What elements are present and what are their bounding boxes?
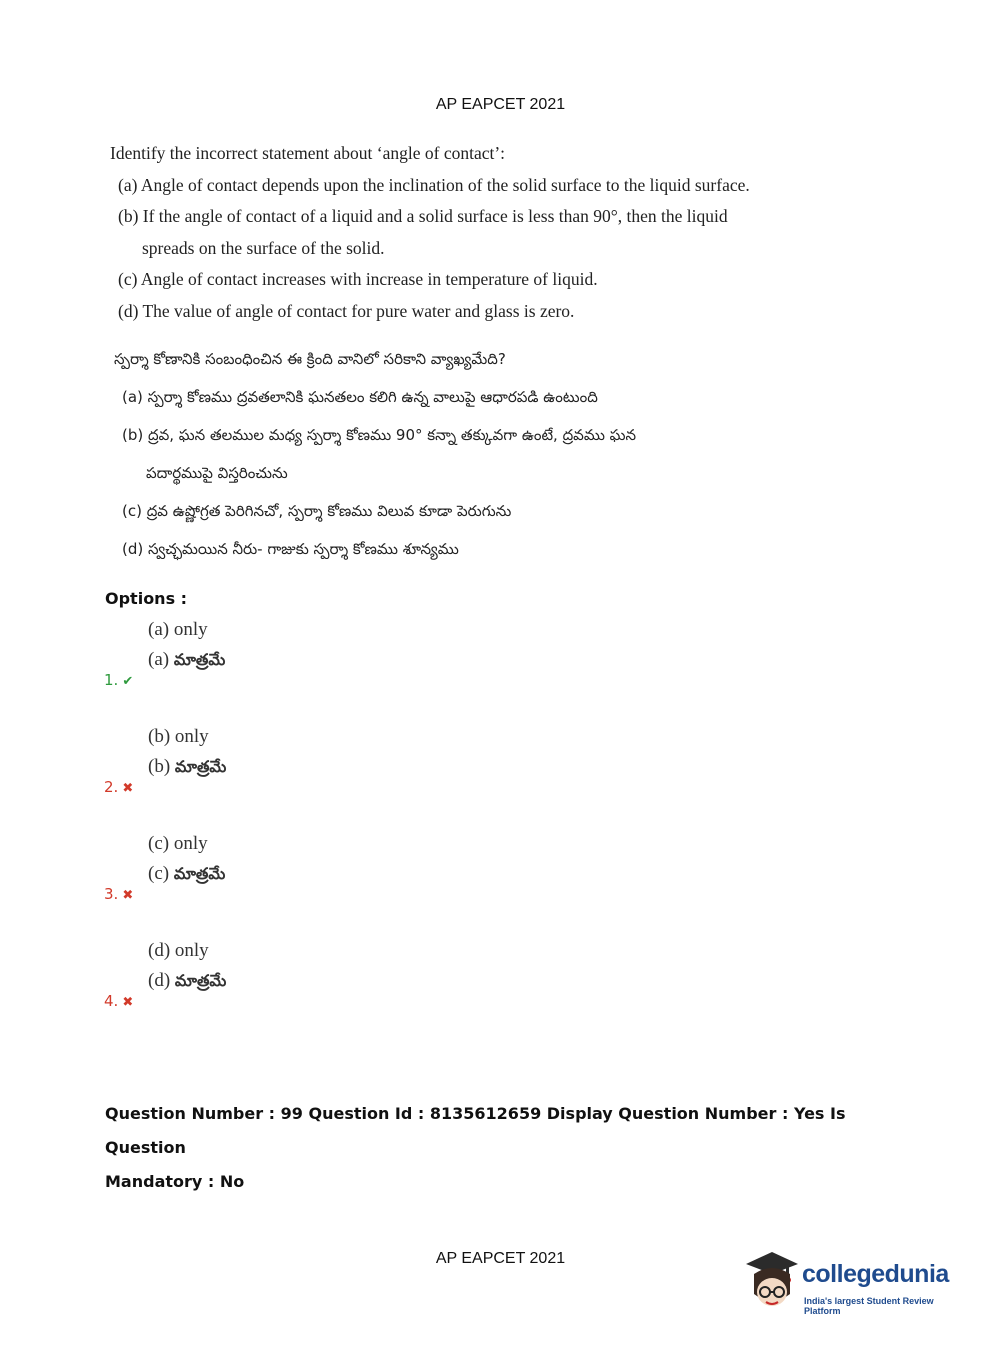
option-text-english: (d) only [148,940,209,961]
option-text-english: (c) only [148,833,208,854]
statement-b: (b) If the angle of contact of a liquid and a solid surface is less than 90°, then the liquid [118,206,728,226]
cross-icon: ✖ [122,995,134,1010]
option-1[interactable] [104,619,404,689]
option-number: 1. ✔ [104,671,134,689]
option-text-telugu: (c) మాత్రమే [148,863,226,884]
option-number: 2. ✖ [104,778,134,796]
page-header: AP EAPCET 2021 [435,96,566,113]
option-number: 3. ✖ [104,885,134,903]
statement-b-telugu: (b) ద్రవ, ఘన తలముల మధ్య స్పర్శా కోణము 90° కన్నా తక్కువగా ఉంటే, ద్రవము ఘన [122,426,637,444]
option-4[interactable] [104,940,404,1010]
option-2[interactable] [104,726,404,796]
option-3[interactable] [104,833,404,903]
question-telugu [114,340,734,568]
question-stem-telugu: స్పర్శా కోణానికి సంబంధించిన ఈ క్రింది వానిలో సరికాని వ్యాఖ్యమేది? [114,350,506,368]
statement-b-continued: spreads on the surface of the solid. [142,237,385,258]
metadata-line-2: Mandatory : No [105,1172,245,1191]
brand-name: collegedunia [802,1260,949,1288]
options-label: Options : [105,589,188,608]
question-english [110,138,750,327]
statement-c-telugu: (c) ద్రవ ఉష్ణోగ్రత పెరిగినచో, స్పర్శా కోణము విలువ కూడా పెరుగును [122,502,512,520]
cross-icon: ✖ [122,888,134,903]
question-metadata [105,1097,905,1199]
statement-d-telugu: (d) స్వచ్ఛమయిన నీరు- గాజుకు స్పర్శా కోణము శూన్యము [122,540,459,558]
option-text-telugu: (d) మాత్రమే [148,970,227,991]
metadata-line-1: Question Number : 99 Question Id : 8135612659 Display Question Number : Yes Is Question [105,1104,846,1157]
cross-icon: ✖ [122,781,134,796]
statement-b-telugu-continued: పదార్థముపై విస్తరించును [146,464,288,482]
question-stem: Identify the incorrect statement about ‘angle of contact’: [110,143,506,163]
statement-a-telugu: (a) స్పర్శా కోణము ద్రవతలానికి ఘనతలం కలిగి ఉన్న వాలుపై ఆధారపడి ఉంటుంది [122,388,598,406]
option-text-english: (a) only [148,619,208,640]
statement-c: (c) Angle of contact increases with increase in temperature of liquid. [118,269,598,289]
statement-a: (a) Angle of contact depends upon the inclination of the solid surface to the liquid surface. [118,174,750,195]
check-icon: ✔ [122,674,134,689]
brand-tagline: India's largest Student Review Platform [804,1296,934,1316]
option-text-english: (b) only [148,726,209,747]
option-text-telugu: (b) మాత్రమే [148,756,227,777]
statement-d: (d) The value of angle of contact for pure water and glass is zero. [118,300,575,321]
mascot-icon [742,1250,802,1320]
collegedunia-logo[interactable] [742,1250,972,1320]
option-number: 4. ✖ [104,992,134,1010]
option-text-telugu: (a) మాత్రమే [148,649,226,670]
page-footer: AP EAPCET 2021 [435,1250,566,1267]
